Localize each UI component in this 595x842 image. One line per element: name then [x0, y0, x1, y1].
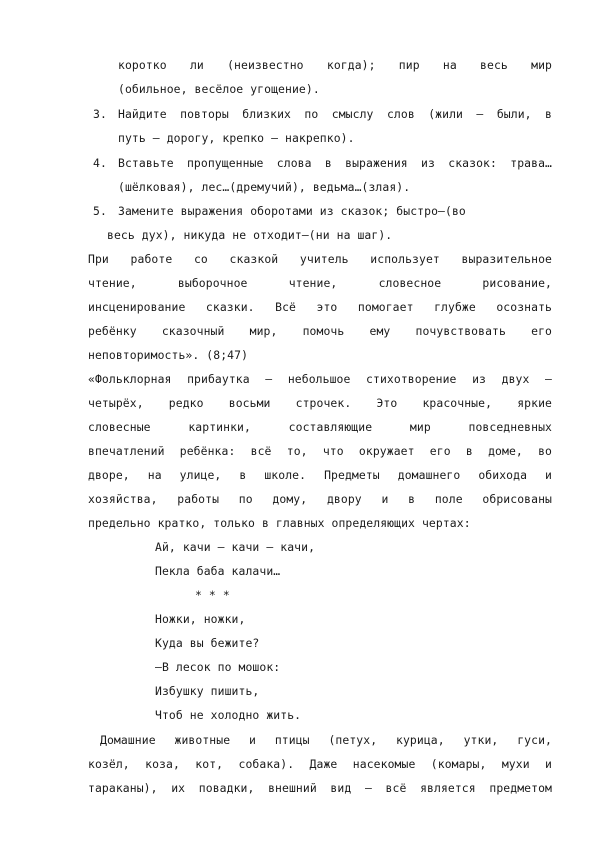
paragraph-2-line-2: четырёх, редко восьми строчек. Это красочные, яркие — [88, 396, 552, 410]
list-continuation-line-1: коротко ли (неизвестно когда); пир на весь мир — [118, 58, 552, 72]
paragraph-3-line-2: козёл, коза, кот, собака). Даже насекомые (комары, мухи и — [88, 757, 552, 771]
list-item-3-line-1: Найдите повторы близких по смыслу слов (жили – были, в — [118, 107, 552, 121]
paragraph-2-line-4: впечатлений ребёнка: всё то, что окружает его в доме, во — [88, 444, 552, 458]
list-item-5-line-1: Замените выражения оборотами из сказок; быстро–(во — [118, 204, 466, 218]
poem-1-line-1: Ай, качи – качи – качи, — [155, 540, 316, 554]
poem-2-line-4: Избушку пишить, — [155, 684, 260, 698]
list-continuation-line-2: (обильное, весёлое угощение). — [118, 82, 320, 96]
paragraph-3-line-1: Домашние животные и птицы (петух, курица, утки, гуси, — [100, 733, 552, 747]
poem-2-line-2: Куда вы бежите? — [155, 636, 260, 650]
poem-1-line-2: Пекла баба калачи… — [155, 564, 281, 578]
paragraph-1-line-1: При работе со сказкой учитель использует выразительное — [88, 252, 552, 266]
paragraph-1-line-2: чтение, выборочное чтение, словесное рисование, — [88, 276, 552, 290]
paragraph-2-line-5: дворе, на улице, в школе. Предметы домашнего обихода и — [88, 468, 552, 482]
list-item-5-number: 5. — [93, 204, 107, 218]
poem-2-line-5: Чтоб не холодно жить. — [155, 708, 302, 722]
paragraph-2-line-7: предельно кратко, только в главных определяющих чертах: — [88, 516, 471, 530]
paragraph-2-line-3: словесные картинки, составляющие мир повседневных — [88, 420, 552, 434]
paragraph-3-line-3: тараканы), их повадки, внешний вид – всё является предметом — [88, 781, 552, 795]
paragraph-1-line-4: ребёнку сказочный мир, помочь ему почувствовать его — [88, 324, 552, 338]
list-item-3-line-2: путь – дорогу, крепко – накрепко). — [118, 131, 355, 145]
stanza-separator: * * * — [195, 588, 230, 602]
paragraph-2-line-1: «Фольклорная прибаутка – небольшое стихотворение из двух – — [88, 372, 552, 386]
list-item-4-line-2: (шёлковая), лес…(дремучий), ведьма…(злая). — [118, 180, 411, 194]
list-item-4-line-1: Вставьте пропущенные слова в выражения из сказок: трава… — [118, 156, 552, 170]
list-item-4-number: 4. — [93, 156, 107, 170]
list-item-5-line-2: весь дух), никуда не отходит–(ни на шаг). — [107, 228, 393, 242]
poem-2-line-3: –В лесок по мошок: — [155, 660, 281, 674]
paragraph-2-line-6: хозяйства, работы по дому, двору и в поле обрисованы — [88, 492, 552, 506]
paragraph-1-line-5: неповторимость». (8;47) — [88, 348, 249, 362]
list-item-3-number: 3. — [93, 107, 107, 121]
poem-2-line-1: Ножки, ножки, — [155, 612, 246, 626]
paragraph-1-line-3: инсценирование сказки. Всё это помогает глубже осознать — [88, 300, 552, 314]
